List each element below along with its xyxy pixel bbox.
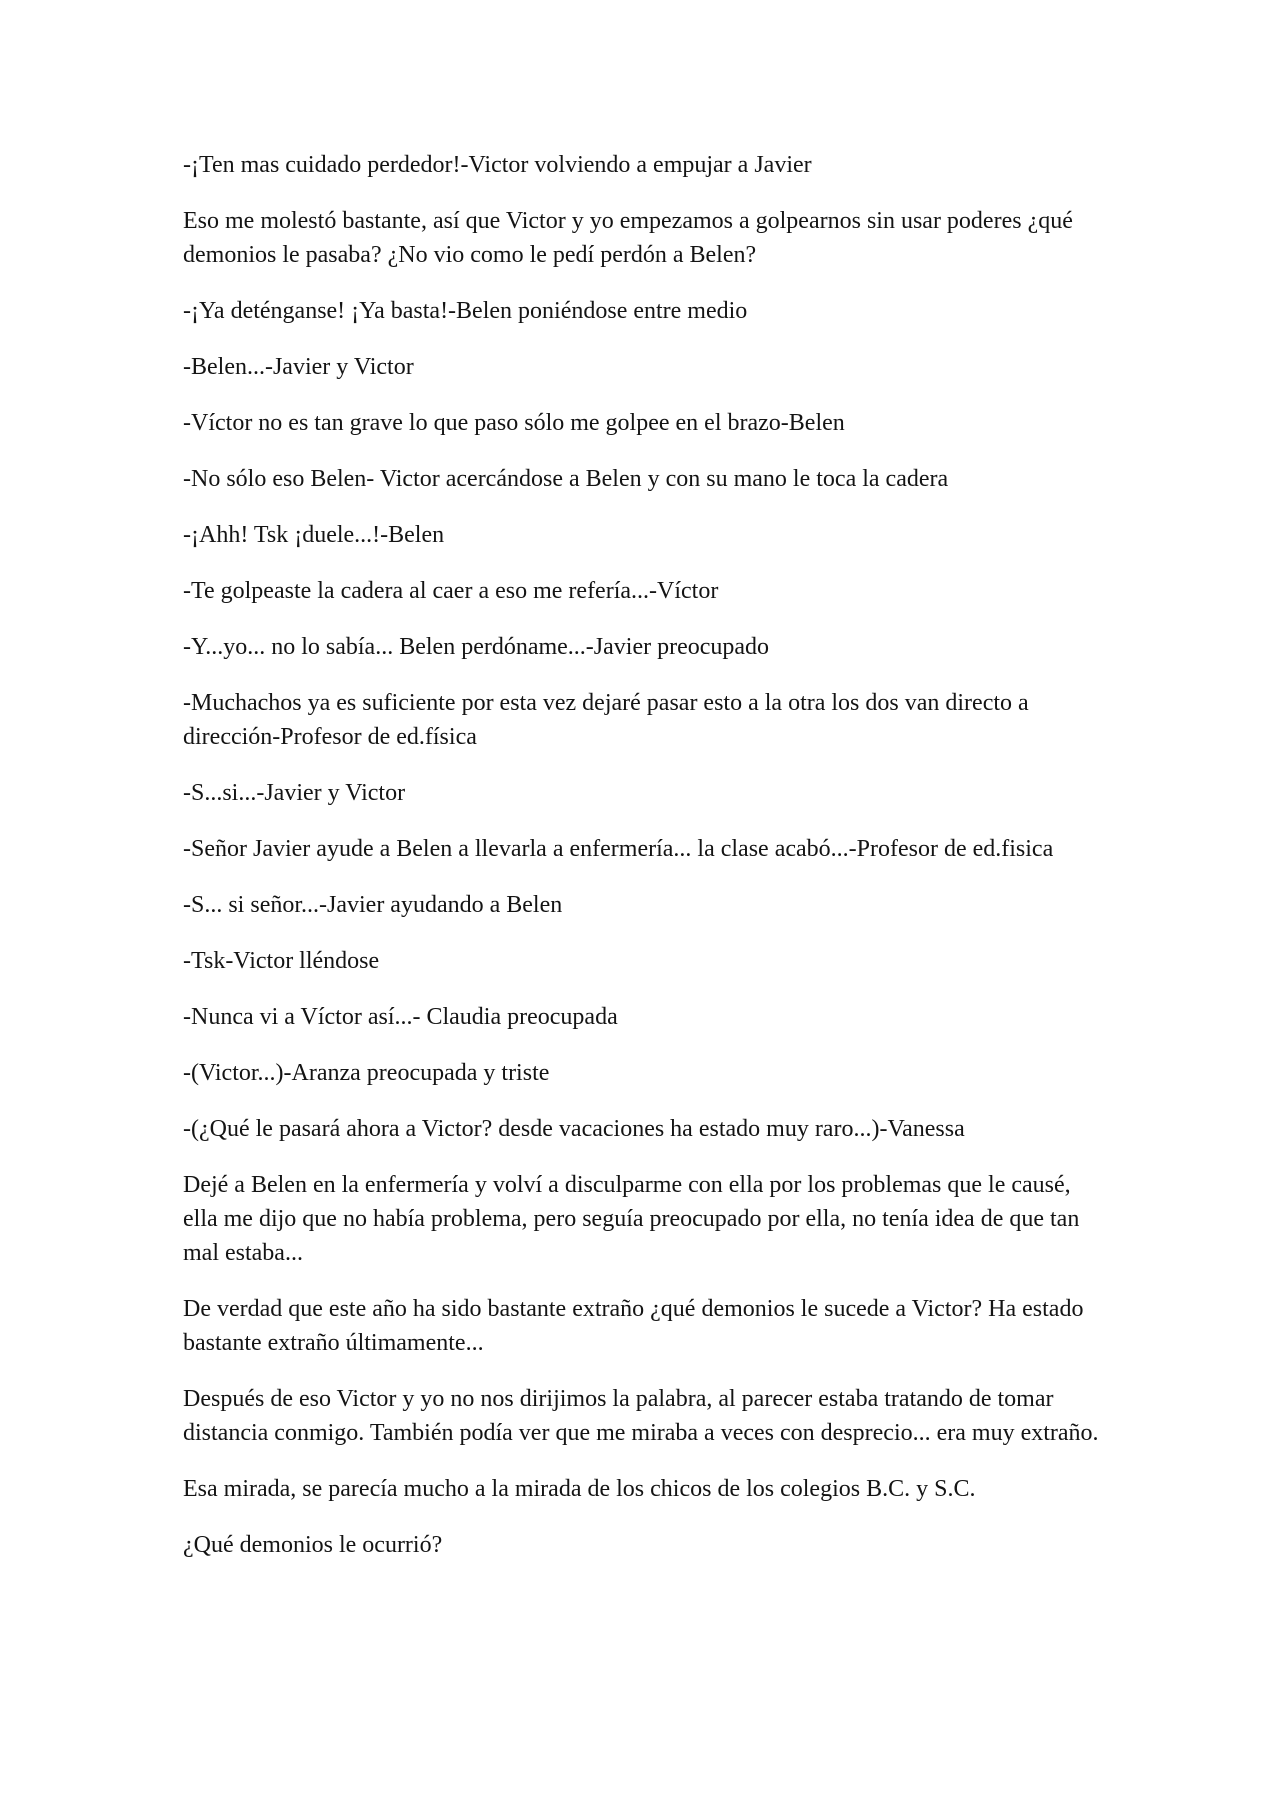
paragraph: Eso me molestó bastante, así que Victor y yo empezamos a golpearnos sin usar poderes ¿qué demonios le pasaba? ¿No vio como le pedí perdón a Belen? — [183, 208, 1073, 268]
paragraph: Dejé a Belen en la enfermería y volví a disculparme con ella por los problemas que le causé, ella me dijo que no había problema, pero seguía preocupado por ella, no tenía idea de que tan mal estaba... — [183, 1172, 1080, 1266]
paragraph: -No sólo eso Belen- Victor acercándose a Belen y con su mano le toca la cadera — [183, 466, 949, 492]
paragraph: -Te golpeaste la cadera al caer a eso me refería...-Víctor — [183, 578, 719, 604]
paragraph: -¡Ya deténganse! ¡Ya basta!-Belen poniéndose entre medio — [183, 298, 748, 324]
paragraph: -¡Ahh! Tsk ¡duele...!-Belen — [183, 522, 445, 548]
paragraph: -Belen...-Javier y Victor — [183, 354, 414, 380]
paragraph: -Nunca vi a Víctor así...- Claudia preocupada — [183, 1004, 618, 1030]
document-body — [183, 148, 1103, 1584]
paragraph: De verdad que este año ha sido bastante extraño ¿qué demonios le sucede a Victor? Ha estado bastante extraño últimamente... — [183, 1296, 1084, 1356]
paragraph: -Tsk-Victor lléndose — [183, 948, 380, 974]
paragraph: -Víctor no es tan grave lo que paso sólo me golpee en el brazo-Belen — [183, 410, 845, 436]
paragraph: -(¿Qué le pasará ahora a Victor? desde vacaciones ha estado muy raro...)-Vanessa — [183, 1116, 965, 1142]
paragraph: -S...si...-Javier y Victor — [183, 780, 406, 806]
paragraph: ¿Qué demonios le ocurrió? — [183, 1532, 443, 1558]
paragraph: Esa mirada, se parecía mucho a la mirada de los chicos de los colegios B.C. y S.C. — [183, 1476, 976, 1502]
paragraph: -(Victor...)-Aranza preocupada y triste — [183, 1060, 550, 1086]
paragraph: Después de eso Victor y yo no nos dirijimos la palabra, al parecer estaba tratando de tomar distancia conmigo. También podía ver que me miraba a veces con desprecio... era muy extraño. — [183, 1386, 1099, 1446]
paragraph: -Y...yo... no lo sabía... Belen perdóname...-Javier preocupado — [183, 634, 770, 660]
paragraph: -Señor Javier ayude a Belen a llevarla a enfermería... la clase acabó...-Profesor de ed.fisica — [183, 836, 1054, 862]
paragraph: -¡Ten mas cuidado perdedor!-Victor volviendo a empujar a Javier — [183, 152, 812, 178]
paragraph: -Muchachos ya es suficiente por esta vez dejaré pasar esto a la otra los dos van directo a dirección-Profesor de ed.física — [183, 690, 1029, 750]
paragraph: -S... si señor...-Javier ayudando a Belen — [183, 892, 563, 918]
